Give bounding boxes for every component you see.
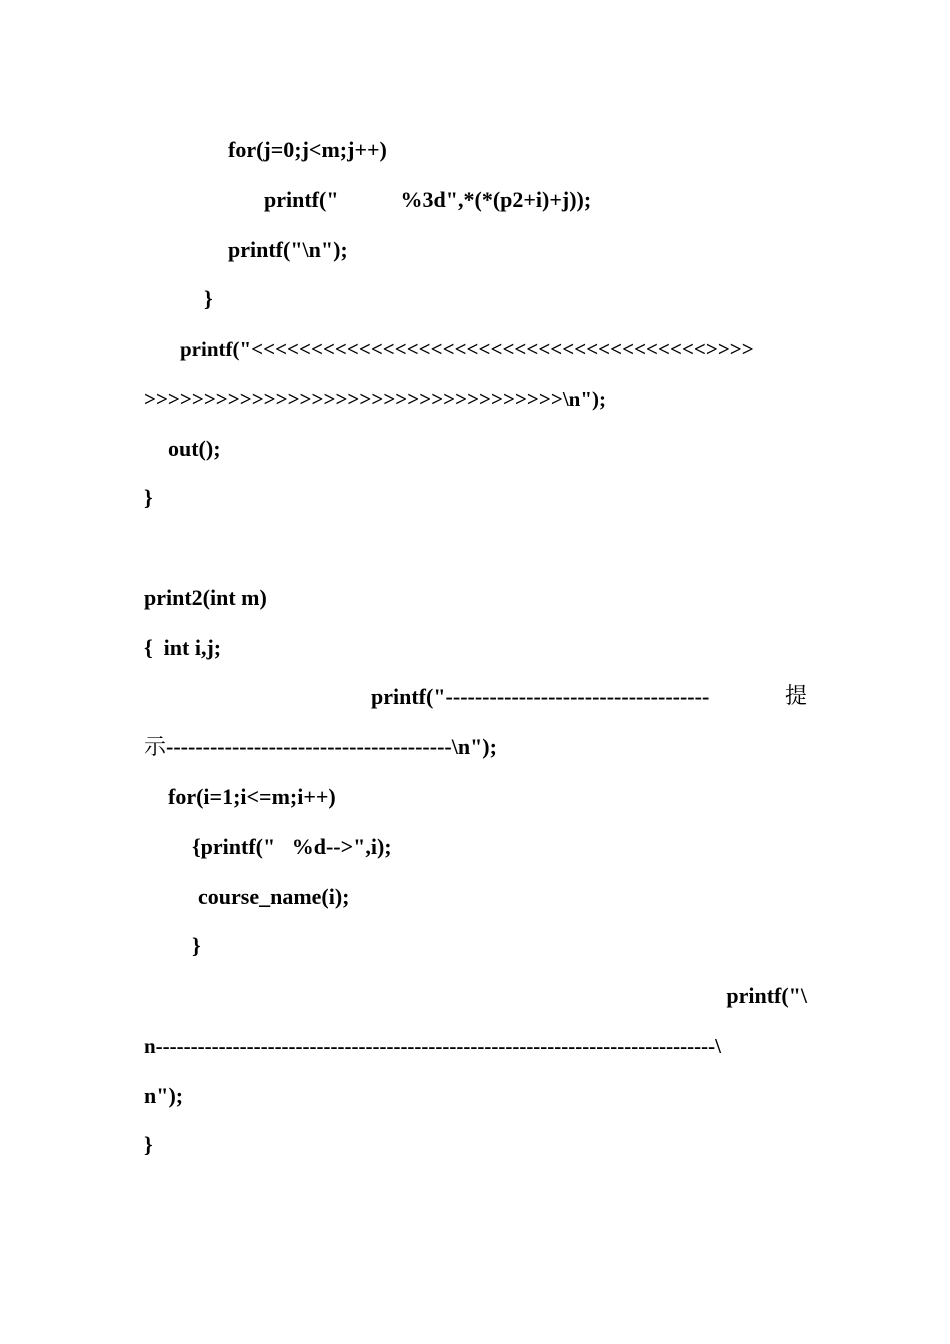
code-line-out-call: out(); — [168, 436, 221, 461]
code-line-declaration: { int i,j; — [144, 635, 222, 660]
code-line-for-j: for(j=0;j<m;j++) — [228, 137, 387, 162]
code-line-printf-3d — [264, 186, 591, 214]
code-line-close-brace: } — [144, 485, 153, 510]
code-fragment: printf(" — [264, 187, 339, 212]
code-line-close-brace: } — [144, 1132, 153, 1157]
code-line-printf-newline: printf("\n"); — [228, 237, 348, 262]
leading-space — [144, 683, 371, 711]
code-line-for-i: for(i=1;i<=m;i++) — [168, 784, 336, 809]
code-fragment-cjk: 示 — [144, 735, 167, 760]
code-fragment: ---------------------------------------\n"); — [166, 734, 497, 759]
code-fragment-cjk: 提 — [784, 684, 807, 709]
code-line-close-brace: } — [204, 286, 213, 311]
code-line-course-name: course_name(i); — [198, 884, 350, 909]
code-line-function-signature: print2(int m) — [144, 585, 267, 610]
code-line-printf-angle: printf("<<<<<<<<<<<<<<<<<<<<<<<<<<<<<<<<<<<<<<>>>> — [180, 337, 754, 361]
code-fragment: printf("------------------------------------ — [371, 684, 710, 709]
code-line-prompt-continuation — [144, 733, 497, 762]
code-fragment: %3d",*(*(p2+i)+j)); — [400, 187, 592, 212]
code-line-printf-index: {printf(" %d-->",i); — [192, 834, 392, 859]
code-line-angle-continuation: >>>>>>>>>>>>>>>>>>>>>>>>>>>>>>>>>>>\n"); — [144, 387, 606, 411]
code-line-separator-continuation: n--------------------------------------------------------------------------------\ — [144, 1034, 721, 1058]
code-line-separator-end: n"); — [144, 1083, 184, 1108]
code-line-close-brace: } — [192, 933, 201, 958]
code-line-printf-separator: printf("\ — [726, 983, 807, 1008]
code-line-printf-prompt — [144, 683, 807, 711]
